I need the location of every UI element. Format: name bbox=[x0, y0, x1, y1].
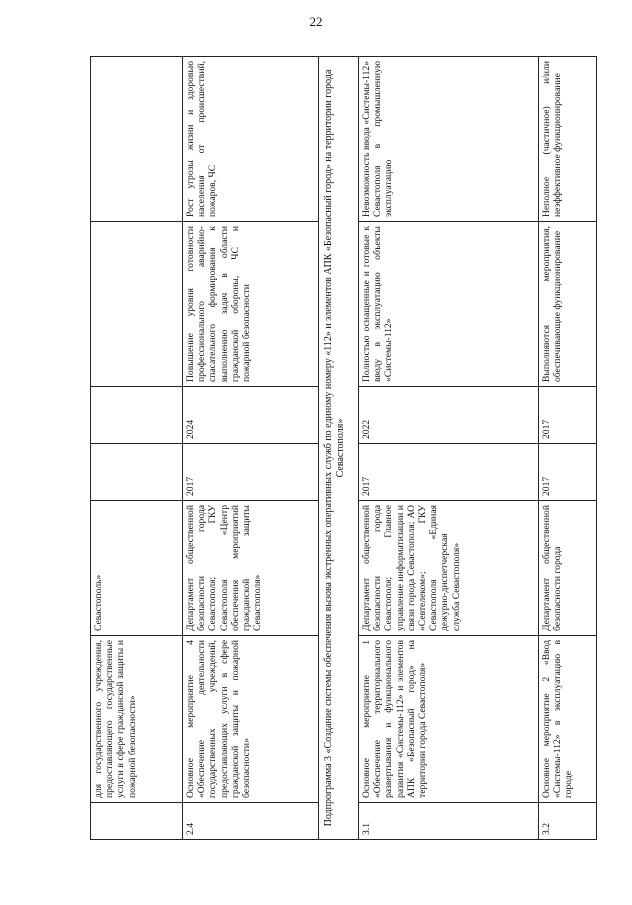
executor-cell: Севастополь» bbox=[91, 501, 183, 636]
measure-cell: Основное мероприятие 1 «Обеспечение территориального развертывания и функционального развития «Системы-112» и элементов АПК «Безопасный город» на территории города Севастополя» bbox=[359, 636, 539, 803]
measure-cell: Основное мероприятие 2 «Ввод «Системы-112» в эксплуатацию в городе bbox=[539, 636, 597, 803]
row-number bbox=[91, 803, 183, 840]
table-row bbox=[91, 57, 183, 840]
table-row bbox=[539, 57, 597, 840]
end-year-cell: 2022 bbox=[359, 387, 539, 444]
subprogram-title: Подпрограмма 3 «Создание системы обеспечения вызова экстренных оперативных служб по единому номеру «112» и элементов АПК «Безопасный город» на территории города Севастополя» bbox=[319, 57, 359, 840]
measures-table bbox=[90, 56, 597, 840]
end-year-cell: 2024 bbox=[183, 387, 319, 444]
row-number: 3.1 bbox=[359, 803, 539, 840]
consequence-cell bbox=[91, 57, 183, 222]
start-year-cell: 2017 bbox=[359, 444, 539, 501]
table-row bbox=[359, 57, 539, 840]
start-year-cell: 2017 bbox=[183, 444, 319, 501]
result-cell: Полностью оснащенные и готовые к вводу в эксплуатацию объекты «Системы-112» bbox=[359, 222, 539, 387]
row-number: 2.4 bbox=[183, 803, 319, 840]
row-number: 3.2 bbox=[539, 803, 597, 840]
start-year-cell bbox=[91, 444, 183, 501]
page-number: 22 bbox=[309, 14, 323, 29]
table-row bbox=[183, 57, 319, 840]
end-year-cell bbox=[91, 387, 183, 444]
executor-cell: Департамент общественной безопасности города bbox=[539, 501, 597, 636]
consequence-cell: Невозможность ввода «Системы-112» Севастополя в промышленную эксплуатацию bbox=[359, 57, 539, 222]
result-cell bbox=[91, 222, 183, 387]
start-year-cell: 2017 bbox=[539, 444, 597, 501]
measure-cell: Основное мероприятие 4 «Обеспечение деятельности государственных учреждений, предоставляющих услуги в сфере гражданской защиты и пожарной безопасности» bbox=[183, 636, 319, 803]
consequence-cell: Неполное (частичное) и/или неэффективное функционирование bbox=[539, 57, 597, 222]
result-cell: Повышение уровня готовности профессионального аварийно-спасательного формирования к выполнению задач в области гражданской обороны, ЧС и пожарной безопасности bbox=[183, 222, 319, 387]
consequence-cell: Рост угрозы жизни и здоровью населения от происшествий, пожаров, ЧС bbox=[183, 57, 319, 222]
rotated-table-container bbox=[90, 60, 610, 840]
executor-cell: Департамент общественной безопасности города Севастополя; ГКУ Севастополя «Центр обеспечения мероприятий гражданской защиты Севастополя» bbox=[183, 501, 319, 636]
measure-cell: для государственного учреждения, предоставляющего государственные услуги в сфере гражданской защиты и пожарной безопасности» bbox=[91, 636, 183, 803]
end-year-cell: 2017 bbox=[539, 387, 597, 444]
executor-cell: Департамент общественной безопасности города Севастополя; Главное управление информатизации и связи города Севастополя; АО «Севтелеком»; ГКУ Севастополя «Единая дежурно-диспетчерская служба Севастополя» bbox=[359, 501, 539, 636]
result-cell: Выполняются мероприятия, обеспечивающие функционирование bbox=[539, 222, 597, 387]
subprogram-row bbox=[319, 57, 359, 840]
